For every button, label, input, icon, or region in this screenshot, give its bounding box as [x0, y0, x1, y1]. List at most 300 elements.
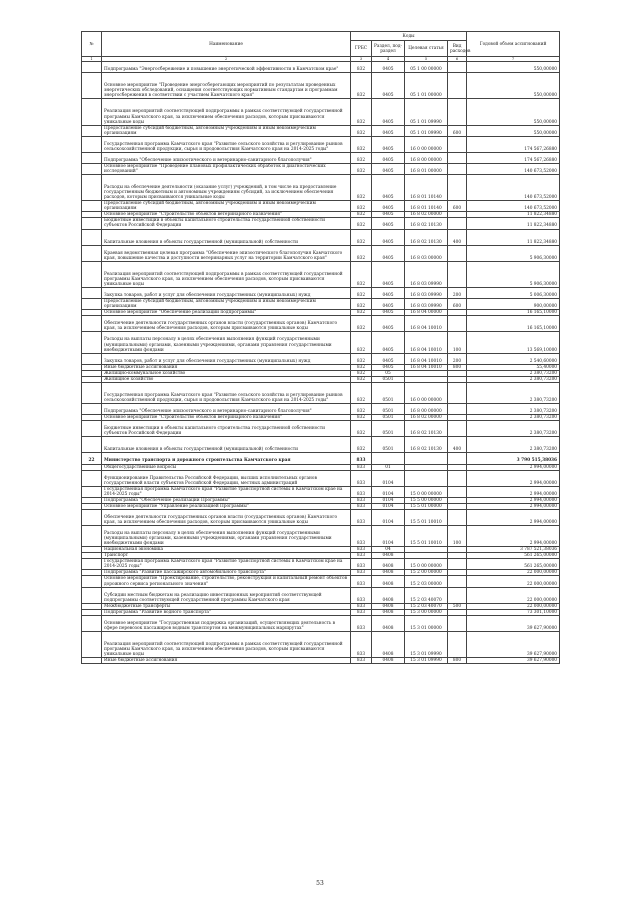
cell-razdel: 0405: [372, 201, 405, 212]
page-number: 53: [316, 880, 324, 887]
cell-sum: 2 380,73200: [467, 404, 560, 415]
cell-razdel: 0408: [372, 553, 405, 559]
cell-name: Подпрограмма "Развитие водного транспорта": [102, 609, 351, 615]
column-number: 6: [448, 57, 467, 62]
cell-vid: [448, 261, 467, 287]
cell-csr: 16 8 00 00000: [405, 404, 448, 415]
cell-razdel: 0408: [372, 615, 405, 631]
cell-sum: 2 994,00000: [467, 526, 560, 547]
cell-razdel: 0405: [372, 99, 405, 125]
cell-name: Закупка товаров, работ и услуг для обеспечения государственных (муниципальных) нужд: [102, 353, 351, 364]
cell-grbs: 833: [351, 464, 372, 470]
cell-razdel: 0405: [372, 152, 405, 163]
cell-sum: 73 301,10000: [467, 609, 560, 615]
cell-grbs: 833: [351, 497, 372, 503]
cell-grbs: 833: [351, 553, 372, 559]
cell-csr: 16 8 03 00000: [405, 245, 448, 261]
cell-vid: [448, 631, 467, 657]
cell-vid: [448, 245, 467, 261]
cell-grbs: 832: [351, 245, 372, 261]
table-row: [82, 136, 560, 152]
cell-csr: [405, 453, 448, 464]
cell-grbs: 833: [351, 615, 372, 631]
cell-razdel: 0405: [372, 163, 405, 174]
cell-vid: 800: [448, 364, 467, 370]
cell-name: Обеспечение деятельности государственных органов власти (государственных органов) Камчатского края, за исключением обеспечения расходов, которым присваиваются уникальные коды: [102, 316, 351, 332]
cell-name: Обеспечение деятельности государственных органов власти (государственных органов) Камчатского края, за исключением обеспечения расходов, которым присваиваются уникальные коды: [102, 509, 351, 525]
cell-razdel: 0104: [372, 526, 405, 547]
cell-razdel: 0104: [372, 509, 405, 525]
row-number-cell: [82, 99, 102, 125]
cell-grbs: 832: [351, 316, 372, 332]
cell-csr: 15 2 00 00000: [405, 570, 448, 576]
table-row: [82, 201, 560, 212]
cell-grbs: 833: [351, 631, 372, 657]
header-codes: Коды: [351, 32, 467, 41]
cell-sum: 2 994,00000: [467, 470, 560, 486]
cell-csr: 05 1 00 00000: [405, 62, 448, 73]
table-row: [82, 453, 560, 464]
cell-vid: [448, 382, 467, 403]
cell-csr: 15 3 00 00000: [405, 609, 448, 615]
row-number-cell: [82, 299, 102, 310]
cell-grbs: 832: [351, 261, 372, 287]
cell-sum: 2 380,73200: [467, 415, 560, 421]
cell-sum: 550,00000: [467, 73, 560, 99]
cell-razdel: 0405: [372, 212, 405, 218]
column-number: 5: [405, 57, 448, 62]
cell-grbs: 832: [351, 152, 372, 163]
cell-name: Иные бюджетные ассигнования: [102, 364, 351, 370]
header-no: №: [82, 32, 102, 57]
cell-razdel: 04: [372, 547, 405, 553]
cell-grbs: 832: [351, 229, 372, 245]
cell-grbs: 832: [351, 364, 372, 370]
cell-razdel: 0408: [372, 559, 405, 570]
cell-razdel: 0501: [372, 415, 405, 421]
cell-sum: 140 673,52000: [467, 175, 560, 201]
table-row: [82, 163, 560, 174]
cell-name: Основное мероприятие "Управление реализацией Программы": [102, 503, 351, 509]
cell-grbs: 832: [351, 415, 372, 421]
cell-csr: 16 8 04 10010: [405, 316, 448, 332]
cell-razdel: 0405: [372, 229, 405, 245]
row-number-cell: [82, 437, 102, 453]
cell-grbs: 833: [351, 658, 372, 664]
cell-sum: 550,00000: [467, 99, 560, 125]
cell-razdel: 0405: [372, 364, 405, 370]
cell-csr: 15 5 01 10010: [405, 509, 448, 525]
table-row: [82, 470, 560, 486]
cell-sum: 2 994,00000: [467, 503, 560, 509]
cell-sum: 2 380,73200: [467, 437, 560, 453]
cell-sum: 2 380,73200: [467, 421, 560, 437]
cell-csr: 16 8 02 00000: [405, 415, 448, 421]
cell-csr: 15 2 03 40070: [405, 587, 448, 603]
cell-grbs: 833: [351, 603, 372, 609]
table-row: [82, 559, 560, 570]
cell-grbs: 832: [351, 62, 372, 73]
cell-name: Межбюджетные трансферты: [102, 603, 351, 609]
row-number-cell: [82, 658, 102, 664]
cell-sum: 22 000,00000: [467, 570, 560, 576]
cell-razdel: 0501: [372, 382, 405, 403]
cell-grbs: 833: [351, 526, 372, 547]
cell-grbs: 833: [351, 486, 372, 497]
row-number-cell: [82, 382, 102, 403]
cell-csr: 16 8 03 09990: [405, 299, 448, 310]
cell-name: Национальная экономика: [102, 547, 351, 553]
cell-grbs: 833: [351, 609, 372, 615]
row-number-cell: [82, 175, 102, 201]
cell-sum: 16 165,10000: [467, 316, 560, 332]
row-number-cell: [82, 245, 102, 261]
cell-csr: 16 0 00 00000: [405, 136, 448, 152]
row-number-cell: [82, 559, 102, 570]
cell-vid: [448, 453, 467, 464]
cell-vid: [448, 587, 467, 603]
cell-grbs: 832: [351, 382, 372, 403]
cell-razdel: 0405: [372, 332, 405, 353]
table-row: [82, 615, 560, 631]
cell-sum: 11 822,34880: [467, 218, 560, 229]
cell-grbs: 832: [351, 310, 372, 316]
cell-csr: 16 8 04 10010: [405, 364, 448, 370]
row-number-cell: [82, 218, 102, 229]
cell-grbs: 832: [351, 136, 372, 152]
cell-sum: 22 000,00000: [467, 576, 560, 587]
cell-sum: 11 822,34880: [467, 212, 560, 218]
cell-name: Капитальные вложения в объекты государственной (муниципальной) собственности: [102, 229, 351, 245]
cell-vid: [448, 73, 467, 99]
cell-vid: [448, 576, 467, 587]
cell-razdel: 0501: [372, 404, 405, 415]
cell-name: Подпрограмма "Энергосбережение и повышение энергетической эффективности в Камчатском крае": [102, 62, 351, 73]
cell-name: Функционирование Правительства Российской Федерации, высших исполнительных органов государственной власти субъектов Российской Федерации, местных администраций: [102, 470, 351, 486]
cell-grbs: 832: [351, 218, 372, 229]
header-csr: Целевая статья: [405, 41, 448, 57]
cell-razdel: 0405: [372, 73, 405, 99]
table-row: [82, 288, 560, 299]
cell-razdel: 0405: [372, 218, 405, 229]
row-number-cell: [82, 526, 102, 547]
cell-grbs: 833: [351, 587, 372, 603]
cell-name: Предоставление субсидий бюджетным, автономным учреждениям и иным некоммерческим организациям: [102, 125, 351, 136]
cell-csr: 15 5 01 10010: [405, 526, 448, 547]
cell-sum: 140 673,52000: [467, 163, 560, 174]
cell-vid: [448, 509, 467, 525]
table-row: [82, 99, 560, 125]
row-number-cell: [82, 288, 102, 299]
cell-sum: 39 627,90000: [467, 615, 560, 631]
cell-csr: 16 8 04 10010: [405, 332, 448, 353]
cell-vid: [448, 62, 467, 73]
cell-vid: 200: [448, 288, 467, 299]
cell-sum: 2 380,73200: [467, 376, 560, 382]
cell-razdel: 0405: [372, 62, 405, 73]
cell-name: Общегосударственные вопросы: [102, 464, 351, 470]
cell-name: Реализация мероприятий соответствующей подпрограммы в рамках соответствующей государственной программы Камчатского края, за исключением обеспечения расходов, которым присваиваются уникальные коды: [102, 261, 351, 287]
table-row: [82, 73, 560, 99]
cell-sum: 39 627,90000: [467, 631, 560, 657]
cell-vid: [448, 559, 467, 570]
cell-sum: 3 790 515,38036: [467, 453, 560, 464]
header-name: Наименование: [102, 32, 351, 57]
cell-name: Подпрограмма "Обеспечение реализации Программы": [102, 497, 351, 503]
cell-razdel: 0405: [372, 136, 405, 152]
cell-csr: 16 8 01 10140: [405, 201, 448, 212]
row-number-cell: [82, 615, 102, 631]
cell-grbs: 833: [351, 503, 372, 509]
cell-sum: 16 165,10000: [467, 310, 560, 316]
cell-csr: 16 0 00 00000: [405, 382, 448, 403]
cell-name: Основное мероприятие "Проведение плановых профилактических обработок и диагностических исследований": [102, 163, 351, 174]
cell-name: Субсидии местным бюджетам на реализацию инвестиционных мероприятий соответствующей подпрограммы соответствующей государственной программы Камчатского края: [102, 587, 351, 603]
table-row: [82, 152, 560, 163]
table-row: [82, 486, 560, 497]
cell-csr: 16 8 01 10140: [405, 175, 448, 201]
table-row: [82, 316, 560, 332]
cell-name: Основное мероприятие "Строительство объектов ветеринарного назначения": [102, 415, 351, 421]
cell-csr: 16 8 01 00000: [405, 163, 448, 174]
cell-sum: 2 540,60000: [467, 353, 560, 364]
table-row: [82, 404, 560, 415]
cell-razdel: 0104: [372, 470, 405, 486]
cell-razdel: 0405: [372, 245, 405, 261]
cell-grbs: 832: [351, 163, 372, 174]
cell-csr: [405, 470, 448, 486]
cell-csr: 15 0 00 00000: [405, 486, 448, 497]
row-number: 22: [82, 453, 102, 464]
cell-name: Подпрограмма "Обеспечение эпизоотического и ветеринарно-санитарного благополучия": [102, 404, 351, 415]
cell-vid: [448, 404, 467, 415]
cell-csr: 16 8 00 00000: [405, 152, 448, 163]
table-row: [82, 421, 560, 437]
row-number-cell: [82, 62, 102, 73]
cell-name: Основное мероприятие "Обеспечение реализации подпрограммы": [102, 310, 351, 316]
cell-vid: [448, 163, 467, 174]
cell-name: Капитальные вложения в объекты государственной (муниципальной) собственности: [102, 437, 351, 453]
cell-grbs: 832: [351, 175, 372, 201]
cell-sum: 11 822,34880: [467, 229, 560, 245]
cell-sum: 5 906,30000: [467, 245, 560, 261]
cell-razdel: 0501: [372, 376, 405, 382]
cell-name: Подпрограмма "Развитие пассажирского автомобильного транспорта": [102, 570, 351, 576]
cell-sum: 55,40000: [467, 364, 560, 370]
cell-csr: 16 8 04 00000: [405, 310, 448, 316]
cell-csr: 15 3 01 00000: [405, 615, 448, 631]
table-row: [82, 62, 560, 73]
cell-grbs: 832: [351, 201, 372, 212]
cell-razdel: 0104: [372, 497, 405, 503]
row-number-cell: [82, 421, 102, 437]
cell-grbs: 832: [351, 332, 372, 353]
cell-csr: 16 8 02 10130: [405, 218, 448, 229]
cell-grbs: 833: [351, 570, 372, 576]
cell-vid: [448, 316, 467, 332]
column-number: 4: [372, 57, 405, 62]
cell-sum: 3 787 521,38036: [467, 547, 560, 553]
cell-csr: 15 3 01 09990: [405, 631, 448, 657]
row-number-cell: [82, 201, 102, 212]
cell-vid: 500: [448, 603, 467, 609]
cell-vid: 100: [448, 332, 467, 353]
cell-csr: 16 8 04 10010: [405, 353, 448, 364]
cell-grbs: 832: [351, 299, 372, 310]
cell-csr: 05 1 01 09990: [405, 99, 448, 125]
cell-grbs: 833: [351, 559, 372, 570]
cell-grbs: 832: [351, 353, 372, 364]
cell-name: Государственная программа Камчатского края "Развитие транспортной системы в Камчатском крае на 2014-2025 годы": [102, 486, 351, 497]
row-number-cell: [82, 229, 102, 245]
table-row: [82, 175, 560, 201]
cell-grbs: 832: [351, 99, 372, 125]
cell-name: Реализация мероприятий соответствующей подпрограммы в рамках соответствующей государственной программы Камчатского края, за исключением обеспечения расходов, которым присваиваются уникальные коды: [102, 99, 351, 125]
cell-razdel: 0405: [372, 310, 405, 316]
cell-vid: [448, 136, 467, 152]
cell-name: Предоставление субсидий бюджетным, автономным учреждениям и иным некоммерческим организациям: [102, 201, 351, 212]
cell-razdel: 05: [372, 370, 405, 376]
cell-vid: [448, 175, 467, 201]
cell-grbs: 832: [351, 125, 372, 136]
cell-vid: 600: [448, 201, 467, 212]
cell-razdel: 0104: [372, 503, 405, 509]
cell-razdel: 0501: [372, 437, 405, 453]
row-number-cell: [82, 316, 102, 332]
cell-sum: 13 569,10000: [467, 332, 560, 353]
cell-csr: 15 2 03 40070: [405, 603, 448, 609]
table-row: [82, 587, 560, 603]
cell-grbs: 832: [351, 437, 372, 453]
column-number: 3: [351, 57, 372, 62]
cell-csr: 16 8 02 10130: [405, 229, 448, 245]
cell-sum: 5 006,30000: [467, 288, 560, 299]
cell-name: Министерство транспорта и дорожного строительства Камчатского края: [102, 453, 351, 464]
table-row: [82, 229, 560, 245]
cell-vid: 600: [448, 125, 467, 136]
cell-razdel: 0104: [372, 486, 405, 497]
cell-razdel: [372, 453, 405, 464]
row-number-cell: [82, 261, 102, 287]
cell-razdel: 0405: [372, 261, 405, 287]
cell-sum: 39 627,90000: [467, 658, 560, 664]
cell-name: Бюджетные инвестиции в объекты капитального строительства государственной собственности субъектов Российской Федерации: [102, 218, 351, 229]
column-number: 1: [82, 57, 102, 62]
cell-vid: 600: [448, 299, 467, 310]
cell-name: Краевая ведомственная целевая программа "Обеспечение эпизоотического благополучия Камчатского края, повышение качества и доступности ветеринарных услуг на территории Камчатского края": [102, 245, 351, 261]
cell-name: Основное мероприятие "Строительство объектов ветеринарного назначения": [102, 212, 351, 218]
cell-grbs: 832: [351, 212, 372, 218]
row-number-cell: [82, 404, 102, 415]
cell-razdel: 0405: [372, 288, 405, 299]
cell-vid: [448, 486, 467, 497]
table-row: [82, 218, 560, 229]
cell-grbs: 832: [351, 73, 372, 99]
cell-name: Жилищно-коммунальное хозяйство: [102, 370, 351, 376]
cell-name: Расходы на обеспечение деятельности (оказание услуг) учреждений, в том числе на предоставление государственным бюджетным и автономным учреждениям субсидий, за исключением обеспечения расходов, которым присваиваются уникальные коды: [102, 175, 351, 201]
row-number-cell: [82, 509, 102, 525]
cell-sum: 550,00000: [467, 62, 560, 73]
cell-name: Подпрограмма "Обеспечение эпизоотического и ветеринарно-санитарного благополучия": [102, 152, 351, 163]
cell-sum: 2 994,00000: [467, 464, 560, 470]
row-number-cell: [82, 332, 102, 353]
cell-name: Реализация мероприятий соответствующей подпрограммы в рамках соответствующей государственной программы Камчатского края, за исключением обеспечения расходов, которым присваиваются уникальные коды: [102, 631, 351, 657]
cell-vid: [448, 152, 467, 163]
row-number-cell: [82, 136, 102, 152]
cell-csr: 15 5 01 00000: [405, 503, 448, 509]
cell-sum: 2 994,00000: [467, 509, 560, 525]
cell-razdel: 0501: [372, 421, 405, 437]
table-row: [82, 631, 560, 657]
cell-name: Государственная программа Камчатского края "Развитие сельского хозяйства и регулирование рынков сельскохозяйственной продукции, сырья и продовольствия Камчатского края на 2014-2025 годы": [102, 136, 351, 152]
cell-razdel: 0408: [372, 609, 405, 615]
cell-csr: 16 8 03 09990: [405, 261, 448, 287]
row-number-cell: [82, 576, 102, 587]
cell-name: Предоставление субсидий бюджетным, автономным учреждениям и иным некоммерческим организациям: [102, 299, 351, 310]
cell-grbs: 832: [351, 370, 372, 376]
cell-csr: 16 8 02 10130: [405, 421, 448, 437]
row-number-cell: [82, 73, 102, 99]
cell-razdel: 0405: [372, 316, 405, 332]
row-number-cell: [82, 125, 102, 136]
cell-sum: 140 673,52000: [467, 201, 560, 212]
row-number-cell: [82, 470, 102, 486]
cell-razdel: 0408: [372, 658, 405, 664]
table-row: [82, 299, 560, 310]
cell-grbs: 832: [351, 288, 372, 299]
row-number-cell: [82, 486, 102, 497]
cell-sum: 2 994,00000: [467, 486, 560, 497]
cell-vid: [448, 470, 467, 486]
cell-csr: 15 2 03 00000: [405, 576, 448, 587]
cell-sum: 561 265,00000: [467, 553, 560, 559]
budget-table: [81, 31, 560, 664]
cell-razdel: 0405: [372, 353, 405, 364]
column-number: 7: [467, 57, 560, 62]
cell-sum: 550,00000: [467, 125, 560, 136]
cell-vid: 100: [448, 526, 467, 547]
table-row: [82, 509, 560, 525]
row-number-cell: [82, 152, 102, 163]
cell-vid: 200: [448, 353, 467, 364]
table-row: [82, 658, 560, 664]
cell-sum: 5 906,30000: [467, 261, 560, 287]
cell-name: Транспорт: [102, 553, 351, 559]
cell-name: Жилищное хозяйство: [102, 376, 351, 382]
cell-grbs: 832: [351, 421, 372, 437]
cell-sum: 174 567,26880: [467, 152, 560, 163]
cell-grbs: 832: [351, 376, 372, 382]
cell-grbs: 833: [351, 509, 372, 525]
cell-vid: [448, 99, 467, 125]
cell-csr: 05 1 01 00000: [405, 73, 448, 99]
row-number-cell: [82, 587, 102, 603]
cell-name: Закупка товаров, работ и услуг для обеспечения государственных (муниципальных) нужд: [102, 288, 351, 299]
cell-grbs: 833: [351, 470, 372, 486]
cell-vid: [448, 218, 467, 229]
cell-name: Иные бюджетные ассигнования: [102, 658, 351, 664]
cell-grbs: 832: [351, 404, 372, 415]
cell-sum: 22 000,00000: [467, 603, 560, 609]
cell-csr: 15 3 01 09990: [405, 658, 448, 664]
table-row: [82, 437, 560, 453]
cell-sum: 900,00000: [467, 299, 560, 310]
cell-razdel: 0405: [372, 175, 405, 201]
cell-csr: 16 8 03 09990: [405, 288, 448, 299]
cell-vid: [448, 421, 467, 437]
cell-name: Бюджетные инвестиции в объекты капитального строительства государственной собственности субъектов Российской Федерации: [102, 421, 351, 437]
table-row: [82, 125, 560, 136]
